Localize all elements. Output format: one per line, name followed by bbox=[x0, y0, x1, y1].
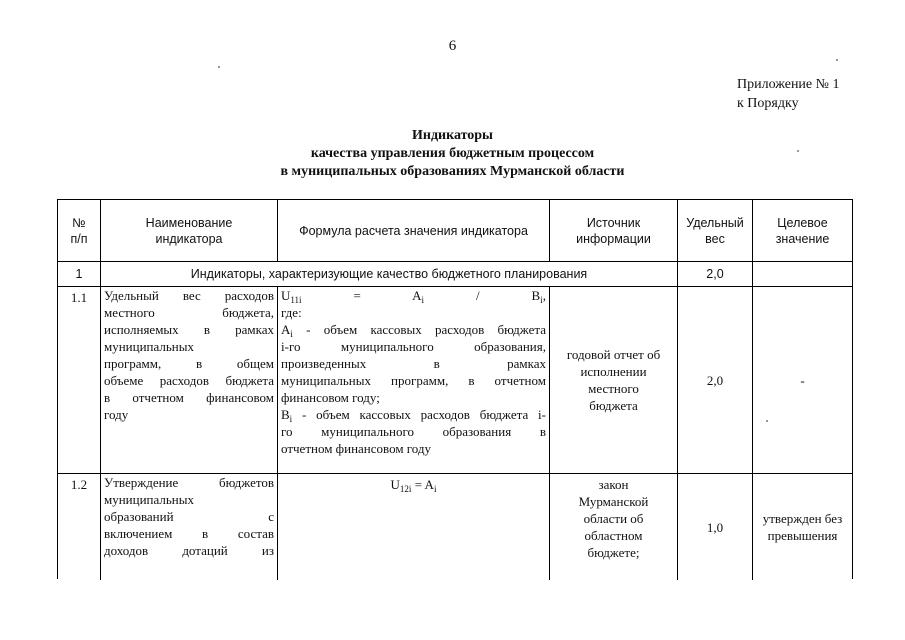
formula-u11: $U_{11i} = A_i / B_i$, bbox=[281, 288, 546, 305]
scan-speck bbox=[766, 420, 768, 422]
section-num: 1 bbox=[75, 266, 83, 281]
section-row bbox=[58, 262, 852, 287]
row-1-1-target: - bbox=[752, 287, 852, 473]
header-weight: Удельный вес bbox=[677, 200, 752, 261]
section-weight: 2,0 bbox=[677, 262, 752, 286]
section-title: Индикаторы, характеризующие качество бюджетного планирования bbox=[100, 262, 677, 286]
row-1-2-weight: 1,0 bbox=[677, 474, 752, 580]
table-header-row bbox=[58, 200, 852, 262]
row-1-2-name: Утверждение бюджетов муниципальных образований с включением в состав доходов дотаций из bbox=[100, 474, 277, 580]
scan-speck bbox=[797, 150, 799, 152]
formula-u12: $U_{12i} = A_i$ bbox=[390, 477, 437, 494]
row-1-1-source: годовой отчет об исполнении местного бюджета bbox=[549, 287, 677, 473]
document-title bbox=[0, 127, 905, 181]
header-name: Наименование индикатора bbox=[100, 200, 277, 261]
row-1-1-num: 1.1 bbox=[70, 290, 88, 305]
page-number: 6 bbox=[448, 38, 457, 54]
appendix-line-1: Приложение № 1 bbox=[737, 77, 840, 92]
row-1-2-num: 1.2 bbox=[70, 477, 88, 492]
formula-bi-line: $B_i$ - объем кассовых расходов бюджета i- bbox=[281, 407, 546, 424]
table-row-1-2 bbox=[58, 474, 852, 580]
title-line-3: в муниципальных образованиях Мурманской области bbox=[280, 164, 625, 179]
table-row-1-1 bbox=[58, 287, 852, 474]
row-1-1-name: Удельный вес расходов местного бюджета, исполняемых в рамках муниципальных программ, в общем объеме расходов бюджета в отчетном финансовом году bbox=[100, 287, 277, 473]
row-1-1-formula: $U_{11i} = A_i / B_i$, где: $A_i$ - объем кассовых расходов бюджета i-го муниципального образования, произведенных в рамках муниципальных программ, в отчетном финансовом году; $B_i$ - объем кассовых расходов бюджета i- го муниципального образования в отчетном финансовом году bbox=[277, 287, 549, 473]
header-formula: Формула расчета значения индикатора bbox=[277, 200, 549, 261]
section-target bbox=[752, 262, 852, 286]
appendix-line-2: к Порядку bbox=[737, 96, 799, 111]
indicators-table bbox=[57, 199, 853, 579]
title-line-2: качества управления бюджетным процессом bbox=[310, 146, 595, 161]
title-line-1: Индикаторы bbox=[411, 128, 493, 143]
row-1-2-source: закон Мурманской области об областном бюджете; bbox=[549, 474, 677, 580]
row-1-2-target: утвержден без превышения bbox=[752, 474, 852, 580]
appendix-header bbox=[737, 75, 840, 113]
header-source: Источник информации bbox=[549, 200, 677, 261]
row-1-2-formula bbox=[277, 474, 549, 580]
scan-speck bbox=[836, 59, 838, 61]
row-1-1-weight: 2,0 bbox=[677, 287, 752, 473]
formula-ai-line: $A_i$ - объем кассовых расходов бюджета bbox=[281, 322, 546, 339]
header-target: Целевое значение bbox=[752, 200, 852, 261]
header-num: № п/п bbox=[70, 215, 88, 246]
scan-speck bbox=[218, 66, 220, 68]
